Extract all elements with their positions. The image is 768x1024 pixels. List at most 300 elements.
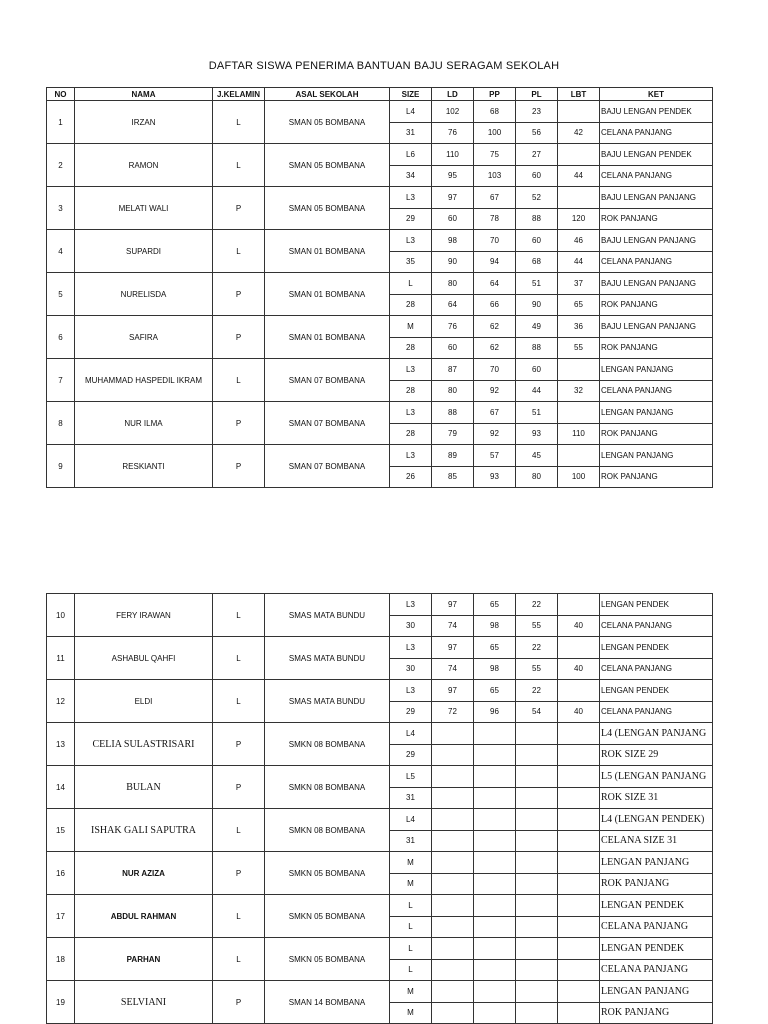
cell-lbt: 46 [558, 230, 600, 252]
cell-pl: 56 [516, 122, 558, 144]
cell-pl [516, 959, 558, 981]
cell-size: L4 [390, 809, 432, 831]
cell-pl [516, 852, 558, 874]
cell-nama: NUR AZIZA [75, 852, 213, 895]
table-row [47, 981, 713, 1003]
cell-pp [474, 787, 516, 809]
cell-lbt: 36 [558, 316, 600, 338]
cell-ld [432, 830, 474, 852]
cell-ld: 60 [432, 208, 474, 230]
cell-ld [432, 766, 474, 788]
cell-size: L3 [390, 187, 432, 209]
cell-lbt [558, 981, 600, 1003]
cell-ket: BAJU LENGAN PENDEK [600, 101, 713, 123]
cell-pp: 75 [474, 144, 516, 166]
cell-pp: 98 [474, 615, 516, 637]
cell-lbt: 40 [558, 701, 600, 723]
cell-asal-sekolah: SMAN 07 BOMBANA [265, 402, 390, 445]
cell-lbt [558, 637, 600, 659]
cell-ket: ROK PANJANG [600, 466, 713, 488]
cell-ld: 72 [432, 701, 474, 723]
header-pp: PP [474, 88, 516, 101]
cell-pp: 70 [474, 359, 516, 381]
cell-pp: 65 [474, 594, 516, 616]
cell-ld [432, 852, 474, 874]
cell-ld: 97 [432, 637, 474, 659]
cell-lbt: 44 [558, 165, 600, 187]
cell-ld: 76 [432, 316, 474, 338]
cell-pl: 44 [516, 380, 558, 402]
table-row [47, 852, 713, 874]
cell-lbt [558, 873, 600, 895]
cell-size: 29 [390, 744, 432, 766]
cell-pl [516, 938, 558, 960]
cell-ket: LENGAN PANJANG [600, 359, 713, 381]
cell-asal-sekolah: SMAN 01 BOMBANA [265, 316, 390, 359]
cell-pp [474, 938, 516, 960]
table-row [47, 938, 713, 960]
cell-jkelamin: P [213, 852, 265, 895]
cell-lbt: 120 [558, 208, 600, 230]
cell-ket: CELANA PANJANG [600, 916, 713, 938]
cell-size: L6 [390, 144, 432, 166]
table-row [47, 316, 713, 338]
cell-size: 28 [390, 294, 432, 316]
cell-ket: LENGAN PANJANG [600, 852, 713, 874]
cell-ld: 87 [432, 359, 474, 381]
cell-pp [474, 1002, 516, 1024]
cell-size: 28 [390, 337, 432, 359]
cell-size: L3 [390, 680, 432, 702]
cell-ket: CELANA PANJANG [600, 380, 713, 402]
cell-no: 1 [47, 101, 75, 144]
cell-ld: 97 [432, 680, 474, 702]
cell-asal-sekolah: SMKN 05 BOMBANA [265, 938, 390, 981]
cell-pp: 62 [474, 316, 516, 338]
cell-ld: 90 [432, 251, 474, 273]
table-row [47, 101, 713, 123]
cell-ld: 102 [432, 101, 474, 123]
cell-lbt [558, 766, 600, 788]
cell-ld: 97 [432, 187, 474, 209]
cell-lbt: 65 [558, 294, 600, 316]
cell-size: M [390, 1002, 432, 1024]
table-row [47, 723, 713, 745]
cell-jkelamin: L [213, 101, 265, 144]
cell-pp [474, 852, 516, 874]
cell-nama: ELDI [75, 680, 213, 723]
table-row [47, 359, 713, 381]
cell-asal-sekolah: SMAN 14 BOMBANA [265, 981, 390, 1024]
cell-pl [516, 809, 558, 831]
cell-pl: 60 [516, 165, 558, 187]
cell-ld [432, 895, 474, 917]
cell-ket: LENGAN PENDEK [600, 680, 713, 702]
cell-ld: 60 [432, 337, 474, 359]
cell-pp [474, 830, 516, 852]
cell-ket: ROK PANJANG [600, 294, 713, 316]
cell-ld: 76 [432, 122, 474, 144]
table-row [47, 680, 713, 702]
cell-nama: IRZAN [75, 101, 213, 144]
cell-no: 3 [47, 187, 75, 230]
cell-pl [516, 766, 558, 788]
cell-nama: PARHAN [75, 938, 213, 981]
cell-asal-sekolah: SMAN 05 BOMBANA [265, 101, 390, 144]
cell-jkelamin: L [213, 230, 265, 273]
cell-pl: 60 [516, 359, 558, 381]
cell-pp [474, 895, 516, 917]
cell-size: 28 [390, 423, 432, 445]
cell-pl: 22 [516, 594, 558, 616]
cell-asal-sekolah: SMAN 07 BOMBANA [265, 445, 390, 488]
cell-jkelamin: P [213, 273, 265, 316]
cell-no: 8 [47, 402, 75, 445]
cell-pp: 57 [474, 445, 516, 467]
cell-pp: 65 [474, 680, 516, 702]
cell-pp [474, 916, 516, 938]
cell-asal-sekolah: SMAS MATA BUNDU [265, 594, 390, 637]
cell-size: 29 [390, 208, 432, 230]
cell-size: M [390, 852, 432, 874]
cell-ld [432, 1002, 474, 1024]
cell-ld [432, 938, 474, 960]
header-size: SIZE [390, 88, 432, 101]
cell-ket: BAJU LENGAN PANJANG [600, 230, 713, 252]
cell-lbt: 32 [558, 380, 600, 402]
cell-asal-sekolah: SMAS MATA BUNDU [265, 680, 390, 723]
cell-ld: 98 [432, 230, 474, 252]
cell-size: 31 [390, 830, 432, 852]
cell-pl: 54 [516, 701, 558, 723]
table-row [47, 895, 713, 917]
cell-pl [516, 895, 558, 917]
table-row [47, 445, 713, 467]
cell-size: 34 [390, 165, 432, 187]
cell-lbt [558, 680, 600, 702]
cell-ld: 95 [432, 165, 474, 187]
cell-nama: MUHAMMAD HASPEDIL IKRAM [75, 359, 213, 402]
cell-size: 30 [390, 615, 432, 637]
cell-ket: LENGAN PANJANG [600, 981, 713, 1003]
cell-ket: LENGAN PANJANG [600, 445, 713, 467]
cell-pl: 90 [516, 294, 558, 316]
cell-pl: 68 [516, 251, 558, 273]
cell-size: L [390, 938, 432, 960]
cell-nama: RAMON [75, 144, 213, 187]
cell-lbt [558, 723, 600, 745]
cell-nama: ASHABUL QAHFI [75, 637, 213, 680]
cell-pl: 55 [516, 658, 558, 680]
cell-size: 35 [390, 251, 432, 273]
cell-nama: RESKIANTI [75, 445, 213, 488]
cell-ld: 80 [432, 273, 474, 295]
cell-pp: 62 [474, 337, 516, 359]
header-asal-sekolah: ASAL SEKOLAH [265, 88, 390, 101]
table-row [47, 187, 713, 209]
cell-pl: 49 [516, 316, 558, 338]
cell-lbt [558, 938, 600, 960]
table-row [47, 594, 713, 616]
cell-ld [432, 787, 474, 809]
header-lbt: LBT [558, 88, 600, 101]
cell-nama: SAFIRA [75, 316, 213, 359]
cell-ld [432, 744, 474, 766]
cell-pp: 100 [474, 122, 516, 144]
cell-lbt: 40 [558, 615, 600, 637]
cell-asal-sekolah: SMAS MATA BUNDU [265, 637, 390, 680]
cell-jkelamin: P [213, 187, 265, 230]
cell-ket: CELANA PANJANG [600, 615, 713, 637]
cell-jkelamin: L [213, 895, 265, 938]
header-no: NO [47, 88, 75, 101]
cell-asal-sekolah: SMKN 08 BOMBANA [265, 809, 390, 852]
cell-lbt [558, 830, 600, 852]
cell-lbt [558, 402, 600, 424]
cell-jkelamin: L [213, 637, 265, 680]
cell-ld: 79 [432, 423, 474, 445]
cell-jkelamin: P [213, 723, 265, 766]
cell-no: 2 [47, 144, 75, 187]
cell-size: M [390, 873, 432, 895]
cell-pp: 92 [474, 380, 516, 402]
cell-pl: 22 [516, 637, 558, 659]
cell-pl: 45 [516, 445, 558, 467]
cell-size: M [390, 316, 432, 338]
cell-jkelamin: P [213, 981, 265, 1024]
cell-nama: SELVIANI [75, 981, 213, 1024]
cell-ket: CELANA PANJANG [600, 165, 713, 187]
cell-pp: 70 [474, 230, 516, 252]
cell-pp: 78 [474, 208, 516, 230]
cell-lbt [558, 916, 600, 938]
cell-size: L4 [390, 101, 432, 123]
cell-jkelamin: L [213, 938, 265, 981]
cell-pp: 68 [474, 101, 516, 123]
cell-asal-sekolah: SMKN 08 BOMBANA [265, 766, 390, 809]
cell-ld: 64 [432, 294, 474, 316]
header-ket: KET [600, 88, 713, 101]
cell-pp [474, 981, 516, 1003]
cell-no: 19 [47, 981, 75, 1024]
cell-ket: CELANA PANJANG [600, 658, 713, 680]
cell-ket: LENGAN PENDEK [600, 938, 713, 960]
cell-lbt [558, 144, 600, 166]
cell-jkelamin: P [213, 445, 265, 488]
header-nama: NAMA [75, 88, 213, 101]
cell-pl [516, 981, 558, 1003]
cell-pp: 67 [474, 187, 516, 209]
cell-size: 31 [390, 122, 432, 144]
cell-ld: 74 [432, 658, 474, 680]
cell-ket: CELANA PANJANG [600, 251, 713, 273]
cell-jkelamin: P [213, 402, 265, 445]
cell-ket: ROK SIZE 31 [600, 787, 713, 809]
cell-lbt [558, 445, 600, 467]
cell-pp: 96 [474, 701, 516, 723]
cell-lbt [558, 895, 600, 917]
cell-lbt [558, 1002, 600, 1024]
cell-no: 9 [47, 445, 75, 488]
cell-ket: ROK PANJANG [600, 208, 713, 230]
cell-lbt [558, 187, 600, 209]
header-row [47, 88, 713, 101]
cell-pp: 103 [474, 165, 516, 187]
cell-lbt: 110 [558, 423, 600, 445]
cell-no: 4 [47, 230, 75, 273]
cell-ket: L4 (LENGAN PENDEK) [600, 809, 713, 831]
cell-lbt: 55 [558, 337, 600, 359]
cell-jkelamin: L [213, 594, 265, 637]
cell-pl: 23 [516, 101, 558, 123]
cell-asal-sekolah: SMKN 08 BOMBANA [265, 723, 390, 766]
cell-lbt [558, 809, 600, 831]
cell-nama: NUR ILMA [75, 402, 213, 445]
document-title: DAFTAR SISWA PENERIMA BANTUAN BAJU SERAGAM SEKOLAH [208, 60, 560, 72]
cell-pl: 88 [516, 208, 558, 230]
cell-lbt [558, 959, 600, 981]
cell-ld [432, 809, 474, 831]
cell-pl [516, 744, 558, 766]
cell-ket: CELANA PANJANG [600, 122, 713, 144]
cell-asal-sekolah: SMAN 05 BOMBANA [265, 187, 390, 230]
cell-ket: CELANA PANJANG [600, 959, 713, 981]
cell-ket: L5 (LENGAN PANJANG [600, 766, 713, 788]
student-table-page-2 [46, 593, 713, 1024]
cell-lbt [558, 852, 600, 874]
cell-nama: FERY IRAWAN [75, 594, 213, 637]
cell-size: L [390, 273, 432, 295]
cell-asal-sekolah: SMAN 05 BOMBANA [265, 144, 390, 187]
cell-ket: BAJU LENGAN PANJANG [600, 273, 713, 295]
cell-ket: ROK PANJANG [600, 1002, 713, 1024]
cell-no: 13 [47, 723, 75, 766]
cell-ket: LENGAN PENDEK [600, 895, 713, 917]
cell-lbt: 37 [558, 273, 600, 295]
table-row [47, 402, 713, 424]
cell-pp: 93 [474, 466, 516, 488]
cell-size: L3 [390, 637, 432, 659]
cell-pl: 27 [516, 144, 558, 166]
cell-asal-sekolah: SMAN 01 BOMBANA [265, 273, 390, 316]
cell-pl [516, 830, 558, 852]
cell-pp: 64 [474, 273, 516, 295]
cell-pl [516, 787, 558, 809]
cell-ld: 80 [432, 380, 474, 402]
cell-ld [432, 959, 474, 981]
cell-lbt [558, 101, 600, 123]
student-table-page-1 [46, 87, 713, 488]
cell-lbt: 42 [558, 122, 600, 144]
cell-size: L3 [390, 402, 432, 424]
cell-asal-sekolah: SMKN 05 BOMBANA [265, 895, 390, 938]
cell-nama: MELATI WALI [75, 187, 213, 230]
cell-ket: BAJU LENGAN PENDEK [600, 144, 713, 166]
cell-jkelamin: L [213, 809, 265, 852]
cell-no: 18 [47, 938, 75, 981]
table-row [47, 273, 713, 295]
cell-pl [516, 873, 558, 895]
cell-nama: NURELISDA [75, 273, 213, 316]
cell-lbt [558, 744, 600, 766]
cell-ld: 89 [432, 445, 474, 467]
cell-size: L [390, 916, 432, 938]
cell-no: 6 [47, 316, 75, 359]
cell-lbt [558, 594, 600, 616]
cell-no: 12 [47, 680, 75, 723]
cell-no: 5 [47, 273, 75, 316]
cell-pl: 55 [516, 615, 558, 637]
cell-ket: ROK PANJANG [600, 423, 713, 445]
cell-size: L4 [390, 723, 432, 745]
cell-ket: ROK PANJANG [600, 337, 713, 359]
cell-lbt: 40 [558, 658, 600, 680]
cell-jkelamin: L [213, 359, 265, 402]
header-jkelamin: J.KELAMIN [213, 88, 265, 101]
cell-size: M [390, 981, 432, 1003]
cell-no: 15 [47, 809, 75, 852]
cell-size: L3 [390, 359, 432, 381]
table-row [47, 144, 713, 166]
cell-pp: 67 [474, 402, 516, 424]
cell-size: L5 [390, 766, 432, 788]
cell-ld: 85 [432, 466, 474, 488]
cell-no: 10 [47, 594, 75, 637]
cell-lbt: 44 [558, 251, 600, 273]
cell-asal-sekolah: SMKN 05 BOMBANA [265, 852, 390, 895]
cell-ket: LENGAN PANJANG [600, 402, 713, 424]
header-pl: PL [516, 88, 558, 101]
table-row [47, 766, 713, 788]
cell-size: L3 [390, 230, 432, 252]
cell-no: 17 [47, 895, 75, 938]
cell-ld: 74 [432, 615, 474, 637]
cell-pl: 88 [516, 337, 558, 359]
cell-ket: LENGAN PENDEK [600, 594, 713, 616]
cell-nama: CELIA SULASTRISARI [75, 723, 213, 766]
cell-size: L3 [390, 594, 432, 616]
cell-pp: 94 [474, 251, 516, 273]
cell-pp: 65 [474, 637, 516, 659]
cell-ld: 110 [432, 144, 474, 166]
cell-pl: 80 [516, 466, 558, 488]
table-row [47, 637, 713, 659]
table-row [47, 230, 713, 252]
cell-size: L [390, 895, 432, 917]
cell-pl: 51 [516, 402, 558, 424]
cell-pl: 22 [516, 680, 558, 702]
cell-pp [474, 723, 516, 745]
cell-pl: 93 [516, 423, 558, 445]
cell-pp [474, 959, 516, 981]
table-row [47, 809, 713, 831]
cell-pl [516, 1002, 558, 1024]
cell-asal-sekolah: SMAN 07 BOMBANA [265, 359, 390, 402]
cell-ld: 97 [432, 594, 474, 616]
cell-ket: ROK PANJANG [600, 873, 713, 895]
cell-pl: 60 [516, 230, 558, 252]
cell-pl: 51 [516, 273, 558, 295]
cell-pl [516, 916, 558, 938]
cell-ld [432, 873, 474, 895]
cell-pp: 98 [474, 658, 516, 680]
cell-jkelamin: P [213, 316, 265, 359]
cell-ld [432, 981, 474, 1003]
cell-ket: L4 (LENGAN PANJANG [600, 723, 713, 745]
cell-pp [474, 809, 516, 831]
cell-no: 16 [47, 852, 75, 895]
cell-pp: 66 [474, 294, 516, 316]
